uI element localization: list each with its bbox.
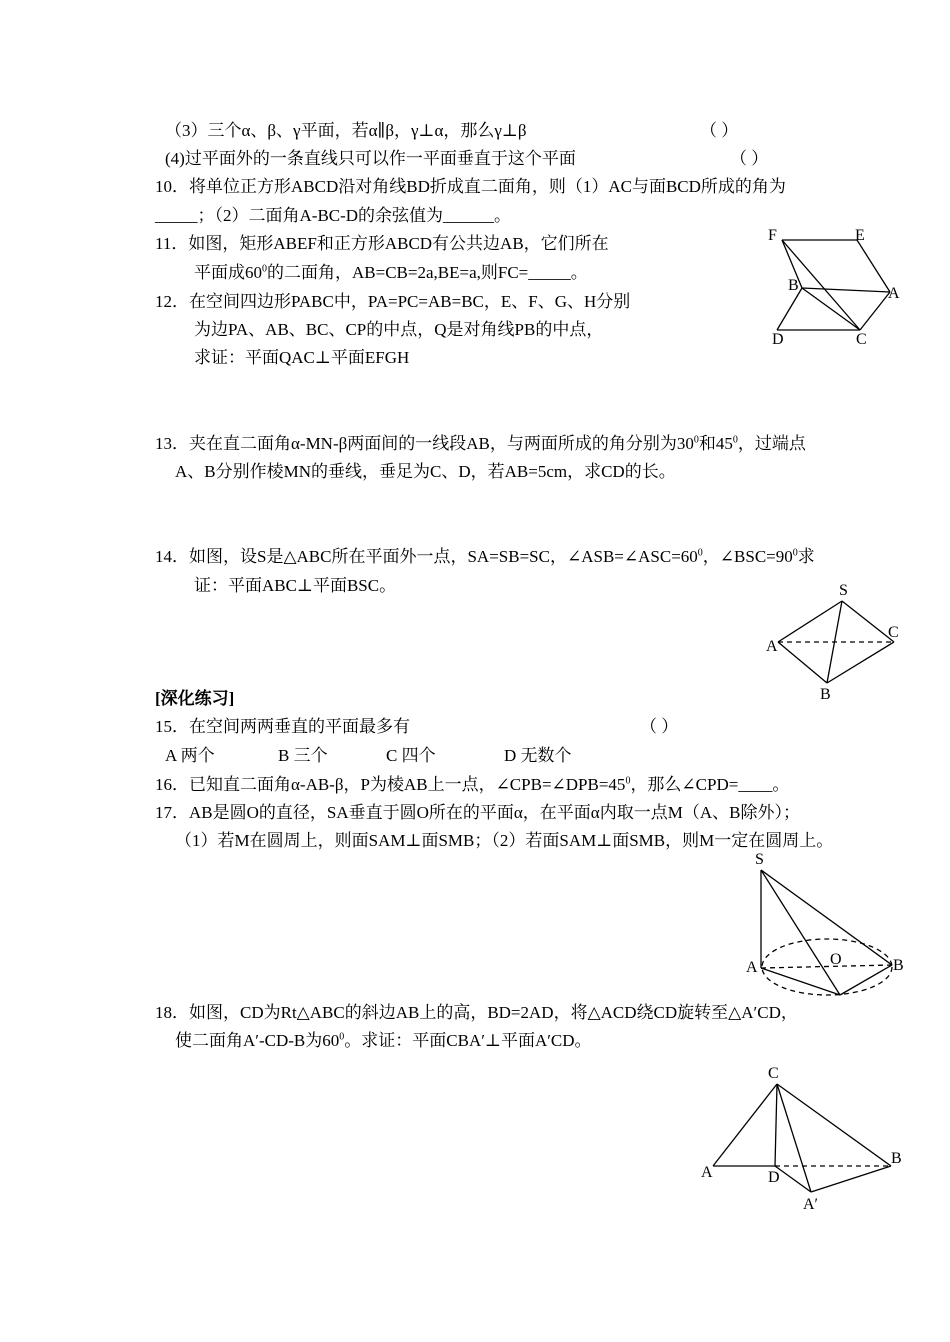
fig11-label-E: E <box>855 227 865 244</box>
fig18-label-A-prime: A′ <box>803 1196 819 1213</box>
figure-q11 <box>760 220 910 350</box>
fig17-label-B: B <box>893 957 904 974</box>
fig14-label-B: B <box>820 686 831 703</box>
fig11-label-F: F <box>768 227 777 244</box>
fig18-label-B: B <box>891 1150 902 1167</box>
q15-option-c: C 四个 <box>386 746 436 765</box>
q17-line2: （1）若M在圆周上，则面SAM⊥面SMB；（2）若面SAM⊥面SMB，则M一定在圆周上。 <box>175 831 834 850</box>
q12-line1: 12．在空间四边形PABC中，PA=PC=AB=BC，E、F、G、H分别 <box>155 292 631 311</box>
fig18-label-D: D <box>768 1169 780 1186</box>
fig18-label-A: A <box>701 1164 713 1181</box>
figure-q17 <box>740 845 920 1000</box>
fig14-label-S: S <box>839 582 848 599</box>
q15-line1: 15．在空间两两垂直的平面最多有 <box>155 717 410 736</box>
q12-line2: 为边PA、AB、BC、CP的中点，Q是对角线PB的中点， <box>194 320 604 339</box>
q15-option-a: A 两个 <box>165 746 215 765</box>
q10-line2: _____；（2）二面角A-BC-D的余弦值为______。 <box>155 206 512 225</box>
q9-item3-paren: （ ） <box>700 121 739 140</box>
q9-item4-paren: （ ） <box>730 149 769 168</box>
fig11-label-A: A <box>888 285 900 302</box>
q15-option-b: B 三个 <box>278 746 328 765</box>
q14-line2: 证：平面ABC⊥平面BSC。 <box>194 576 397 595</box>
q16-line: 16．已知直二面角α-AB-β，P为棱AB上一点，$\angle CPB=\angle DPB=45^0$，那么∠CPD=____。 <box>155 775 790 794</box>
fig11-label-C: C <box>856 331 867 348</box>
q10-line1: 10．将单位正方形ABCD沿对角线BD折成直二面角，则（1）AC与面BCD所成的角为 <box>155 177 786 196</box>
fig14-label-A: A <box>766 638 778 655</box>
q9-item3: （3）三个α、β、γ平面，若α∥β，γ⊥α，那么γ⊥β <box>165 121 527 140</box>
q15-option-d: D 无数个 <box>504 746 572 765</box>
q11-line2: 平面成$60^0$的二面角，AB=CB=2a,BE=a,则FC=_____。 <box>194 263 588 282</box>
fig14-label-C: C <box>888 624 899 641</box>
fig11-label-B: B <box>788 277 799 294</box>
fig17-label-A: A <box>746 959 758 976</box>
q18-line1: 18．如图，CD为Rt△ABC的斜边AB上的高，BD=2AD，将△ACD绕CD旋转至△A′CD， <box>155 1003 798 1022</box>
q15-paren: （ ） <box>640 717 679 736</box>
q11-line1: 11．如图，矩形ABEF和正方形ABCD有公共边AB，它们所在 <box>155 234 609 253</box>
q13-line1: 13．夹在直二面角α-MN-β两面间的一线段AB，与两面所成的角分别为$30^0$和$45^0$，过端点 <box>155 434 806 453</box>
q14-line1: 14．如图，设S是△ABC所在平面外一点，SA=SB=SC，$\angle ASB=\angle ASC=60^0$，$\angle BSC=90^0$求 <box>155 547 815 566</box>
section-title: [深化练习] <box>155 689 235 708</box>
fig11-label-D: D <box>772 331 784 348</box>
figure-q18 <box>695 1060 915 1220</box>
fig17-label-O: O <box>830 951 842 968</box>
q12-line3: 求证：平面QAC⊥平面EFGH <box>194 348 410 367</box>
fig18-label-C: C <box>768 1065 779 1082</box>
q9-item4: (4)过平面外的一条直线只可以作一平面垂直于这个平面 <box>165 149 576 168</box>
q18-line2: 使二面角A′-CD-B为$60^0$。求证：平面CBA′⊥平面A′CD。 <box>175 1031 592 1050</box>
q13-line2: A、B分别作棱MN的垂线，垂足为C、D，若AB=5cm，求CD的长。 <box>175 462 676 481</box>
q17-line1: 17．AB是圆O的直径，SA垂直于圆O所在的平面α，在平面α内取一点M（A、B除外）； <box>155 803 800 822</box>
fig17-label-S: S <box>755 851 764 868</box>
figure-q14 <box>760 575 910 705</box>
